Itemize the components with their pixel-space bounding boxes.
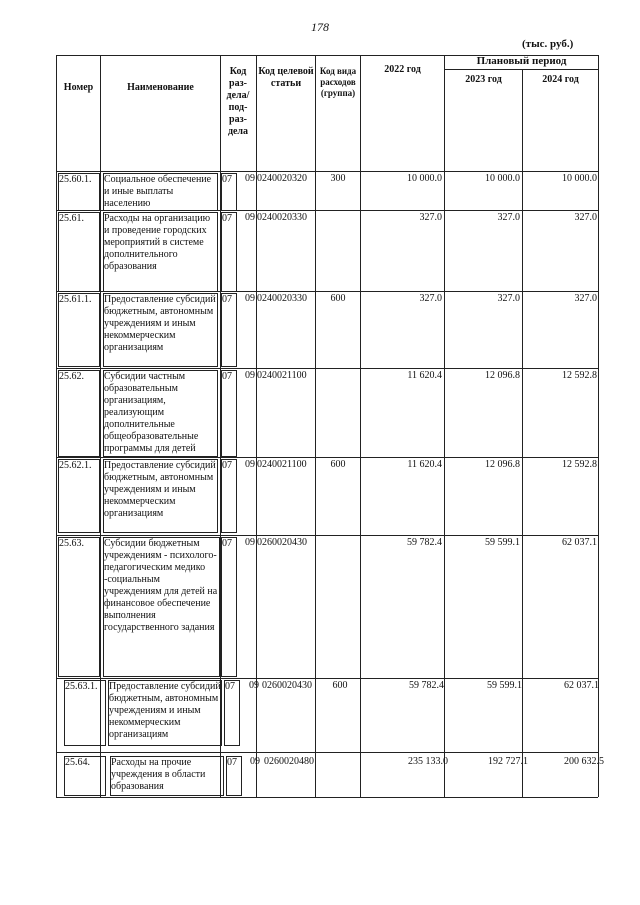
row-razdel: 07 [221, 370, 237, 457]
row-nomer: 25.61. [58, 212, 100, 292]
row-razdel: 07 [221, 459, 237, 533]
row-2022: 327.0 [419, 212, 442, 223]
row-2022: 327.0 [419, 293, 442, 304]
row-nomer: 25.61.1. [58, 293, 100, 367]
page-number: 178 [311, 20, 329, 34]
header-nomer: Номер [63, 82, 94, 93]
row-razdel: 07 [224, 680, 240, 746]
col-border-2023 [444, 55, 445, 797]
row-2022: 10 000.0 [407, 173, 442, 184]
header-kod-celevoi: Код целевой статьи [258, 66, 314, 89]
row-nomer: 25.62. [58, 370, 100, 457]
row-name: Предоставление субсидий бюджетным, автономным учреждениям и иным некоммерческим организациям [103, 459, 218, 533]
row-top-border [56, 171, 598, 172]
row-top-border [56, 291, 598, 292]
row-name: Расходы на организацию и проведение городских мероприятий в системе дополнительного образования [103, 212, 218, 292]
row-razdel: 07 [221, 212, 237, 292]
row-name: Предоставление субсидий бюджетным, автономным учреждениям и иным некоммерческим организациям [103, 293, 218, 367]
row-2024: 10 000.0 [562, 173, 597, 184]
row-2024: 200 632.5 [564, 756, 604, 767]
header-naimenovanie: Наименование [127, 82, 194, 93]
units-label: (тыс. руб.) [522, 38, 574, 50]
row-nomer: 25.63. [58, 537, 100, 677]
row-celevaya: 0240020320 [257, 173, 307, 184]
row-2022: 59 782.4 [407, 537, 442, 548]
row-podrazdel: 09 [245, 173, 255, 184]
row-name: Предоставление субсидий бюджетным, автономным учреждениям и иным некоммерческим организациям [108, 680, 222, 746]
row-vid: 300 [330, 173, 346, 184]
header-kod-vida: Код вида расходов (группа) [319, 66, 357, 98]
header-2023: 2023 год [465, 74, 502, 85]
col-border-left [56, 55, 57, 797]
header-planovy-period: Плановый период [476, 55, 567, 67]
row-2024: 327.0 [574, 212, 597, 223]
row-celevaya: 0260020430 [262, 680, 312, 691]
row-celevaya: 0240020330 [257, 293, 307, 304]
row-2023: 12 096.8 [485, 370, 520, 381]
row-2022: 11 620.4 [407, 370, 442, 381]
row-2024: 12 592.8 [562, 459, 597, 470]
row-2023: 12 096.8 [485, 459, 520, 470]
row-top-border [56, 457, 598, 458]
row-name: Субсидии частным образовательным организациям, реализующим дополнительные общеобразовательные программы для детей [103, 370, 218, 457]
row-razdel: 07 [221, 293, 237, 367]
header-kod-razdela: Код раз- дела/ под- раз- дела [226, 66, 250, 137]
row-name: Субсидии бюджетным учреждениям - психолого- педагогическим медико -социальным учреждениям для детей на финансовое обеспечение выполнения государственного задания [103, 537, 220, 677]
row-2022: 59 782.4 [409, 680, 444, 691]
row-podrazdel: 09 [245, 212, 255, 223]
row-name: Социальное обеспечение и иные выплаты населению [103, 173, 218, 211]
row-vid: 600 [330, 459, 346, 470]
row-2023: 59 599.1 [487, 680, 522, 691]
row-top-border [56, 535, 598, 536]
row-podrazdel: 09 [245, 459, 255, 470]
row-2022: 11 620.4 [407, 459, 442, 470]
row-nomer: 25.64. [64, 756, 106, 796]
row-razdel: 07 [221, 173, 237, 211]
row-razdel: 07 [221, 537, 237, 677]
row-2023: 327.0 [497, 212, 520, 223]
row-podrazdel: 09 [250, 756, 260, 767]
col-border-2024 [522, 69, 523, 797]
row-podrazdel: 09 [245, 293, 255, 304]
table-bottom-border [56, 797, 598, 798]
header-2024: 2024 год [542, 74, 579, 85]
row-razdel: 07 [226, 756, 242, 796]
header-2022: 2022 год [384, 64, 421, 75]
row-2024: 12 592.8 [562, 370, 597, 381]
row-top-border [56, 752, 598, 753]
row-2023: 192 727.1 [488, 756, 528, 767]
row-2024: 62 037.1 [562, 537, 597, 548]
row-2024: 327.0 [574, 293, 597, 304]
row-podrazdel: 09 [245, 370, 255, 381]
row-2023: 59 599.1 [485, 537, 520, 548]
row-nomer: 25.60.1. [58, 173, 100, 211]
row-top-border [56, 210, 598, 211]
row-name: Расходы на прочие учреждения в области образования [110, 756, 224, 796]
plan-header-divider [444, 69, 598, 70]
row-celevaya: 0240020330 [257, 212, 307, 223]
row-top-border [56, 368, 598, 369]
row-celevaya: 0260020480 [264, 756, 314, 767]
row-2024: 62 037.1 [564, 680, 599, 691]
row-2023: 327.0 [497, 293, 520, 304]
row-celevaya: 0240021100 [257, 459, 307, 470]
row-podrazdel: 09 [249, 680, 259, 691]
row-2023: 10 000.0 [485, 173, 520, 184]
row-nomer: 25.62.1. [58, 459, 100, 533]
row-celevaya: 0260020430 [257, 537, 307, 548]
row-podrazdel: 09 [245, 537, 255, 548]
row-2022: 235 133.0 [408, 756, 448, 767]
row-nomer: 25.63.1. [64, 680, 106, 746]
row-vid: 600 [332, 680, 348, 691]
row-top-border [56, 678, 598, 679]
row-vid: 600 [330, 293, 346, 304]
row-celevaya: 0240021100 [257, 370, 307, 381]
